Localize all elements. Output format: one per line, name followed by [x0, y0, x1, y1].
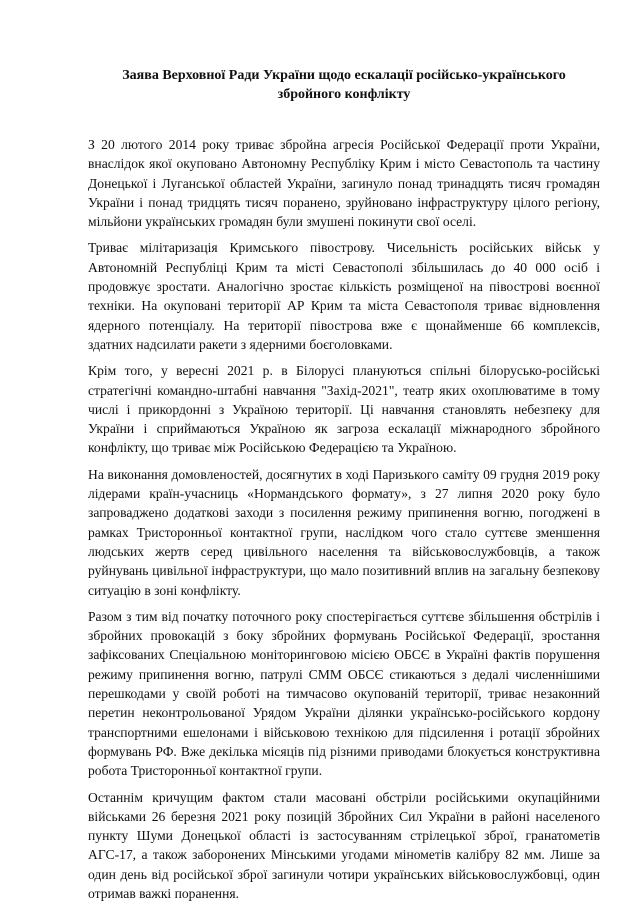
paragraph-3: Крім того, у вересні 2021 р. в Білорусі плануються спільні білорусько-російські стратегічні командно-штабні навчання "Захід-2021", театр яких охоплюватиме в тому числі і прикордонні з Україною території. Ці навчання становлять небезпеку для України і сприймаються Україною як загроза ескалації міжнародного збройного конфлікту, що триває між Російською Федерацією та Україною.: [88, 363, 600, 456]
document-title: Заява Верховної Ради України щодо ескалації російсько-українського збройного конфлікту: [122, 68, 566, 102]
paragraph-2: Триває мілітаризація Кримського півострову. Чисельність російських військ у Автономній Республіці Крим та місті Севастополі збільшилась до 40 000 осіб і продовжує зростати. Аналогічно зростає кількість розміщеної на півострові воєнної техніки. На окуповані території АР Крим та міста Севастополя триває відновлення ядерного потенціалу. На території півострова вже є щонайменше 66 комплексів, здатних надсилати ракети з ядерними боєголовками.: [88, 240, 600, 352]
paragraph-5: Разом з тим від початку поточного року спостерігається суттєве збільшення обстрілів і збройних провокацій з боку збройних формувань Російської Федерації, зростання зафіксованих Спеціальною моніторинговою місією ОБСЄ в Україні фактів порушення режиму припинення вогню, патрулі СММ ОБСЄ стикаються з дедалі численнішими перешкодами у своїй роботі на тимчасово окупованій території, триває незаконний перетин неконтрольованої Урядом України ділянки українсько-російського кордону транспортними ешелонами і військовою технікою для підсилення і ротації збройних формувань РФ. Вже декілька місяців під різними приводами блокується конструктивна робота Тристоронньої контактної групи.: [88, 608, 600, 779]
paragraph-1: З 20 лютого 2014 року триває збройна агресія Російської Федерації проти України, внаслідок якої окуповано Автономну Республіку Крим і місто Севастополь та частину Донецької і Луганської областей України, загинуло понад тринадцять тисяч громадян України і понад тридцять тисяч поранено, зруйновано інфраструктуру цілого регіону, мільйони українських громадян були змушені покинути свої оселі.: [88, 137, 600, 230]
paragraph-4: На виконання домовленостей, досягнутих в ході Паризького саміту 09 грудня 2019 року лідерами країн-учасниць «Нормандського формату», з 27 липня 2020 року було запроваджено додаткові заходи з посилення режиму припинення вогню, погоджені в рамках Тристоронньої контактної групи, наслідком чого стало суттєве зменшення людських жертв серед цивільного населення та військовослужбовців, а також руйнувань цивільної інфраструктури, що мало позитивний вплив на загальну безпекову ситуацію в зоні конфлікту.: [88, 466, 600, 598]
paragraph-6: Останнім кричущим фактом стали масовані обстріли російськими окупаційними військами 26 березня 2021 року позицій Збройних Сил України в районі населеного пункту Шуми Донецької області із застосуванням стрілецької зброї, гранатометів АГС-17, а також заборонених Мінськими угодами мінометів калібру 82 мм. Лише за один день від російської зброї загинули чотири українських військовослужбовці, один отримав важкі поранення.: [88, 789, 600, 901]
